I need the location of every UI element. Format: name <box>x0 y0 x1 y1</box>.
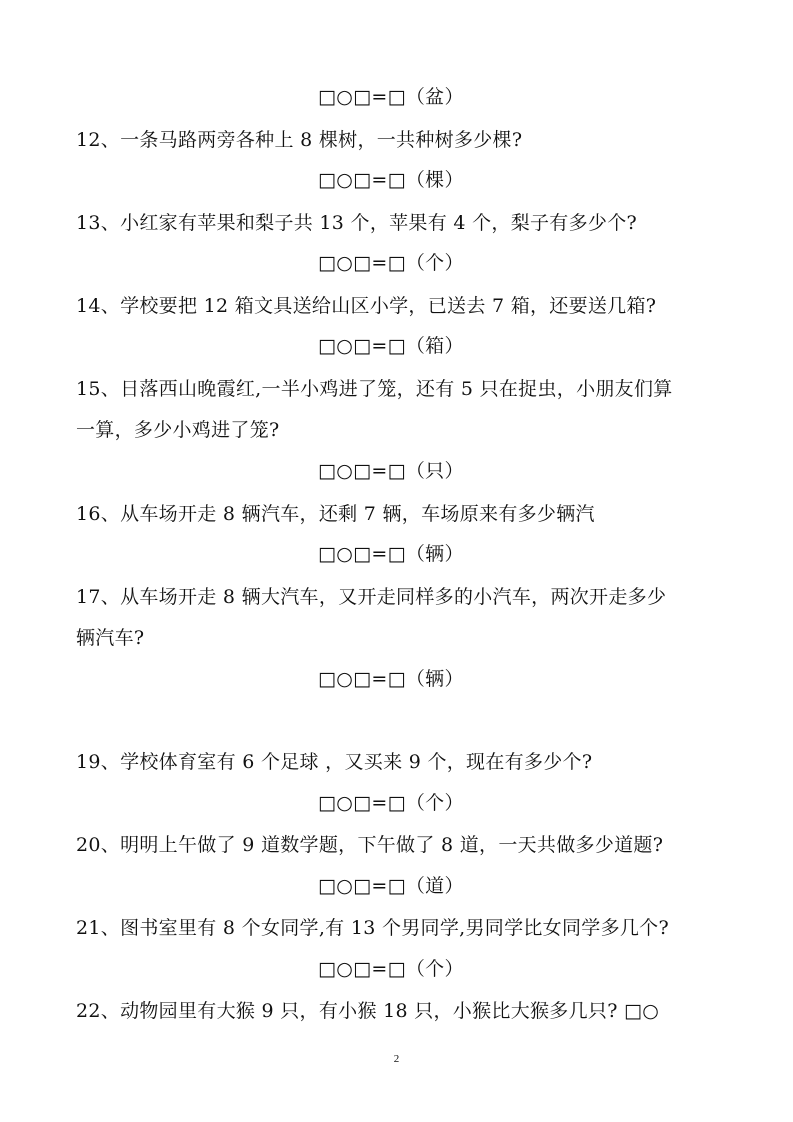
question-13: 13、小红家有苹果和梨子共 13 个，苹果有 4 个，梨子有多少个? <box>76 212 637 234</box>
answer-pattern: □○□=□ <box>318 958 406 980</box>
answer-line <box>318 542 464 566</box>
answer-unit: （盆） <box>405 86 464 108</box>
question-22: 22、动物园里有大猴 9 只，有小猴 18 只，小猴比大猴多几只? □○ <box>76 1000 660 1022</box>
answer-line <box>318 251 464 275</box>
answer-unit: （箱） <box>405 335 464 357</box>
question-12: 12、一条马路两旁各种上 8 棵树，一共种树多少棵? <box>76 129 523 151</box>
answer-unit: （棵） <box>405 169 464 191</box>
answer-line <box>318 874 464 898</box>
question-17-continuation: 辆汽车? <box>76 627 145 649</box>
answer-unit: （辆） <box>405 543 464 565</box>
answer-line <box>318 85 464 109</box>
answer-unit: （只） <box>405 460 464 482</box>
answer-unit: （辆） <box>405 668 464 690</box>
answer-unit: （道） <box>405 875 464 897</box>
question-15: 15、日落西山晚霞红,一半小鸡进了笼，还有 5 只在捉虫，小朋友们算 <box>76 378 673 400</box>
answer-pattern: □○□=□ <box>318 169 406 191</box>
page-number: 2 <box>393 1053 400 1065</box>
question-14: 14、学校要把 12 箱文具送给山区小学，已送去 7 箱，还要送几箱? <box>76 295 657 317</box>
question-17: 17、从车场开走 8 辆大汽车，又开走同样多的小汽车，两次开走多少 <box>76 586 667 608</box>
answer-pattern: □○□=□ <box>318 460 406 482</box>
answer-pattern: □○□=□ <box>318 668 406 690</box>
answer-line <box>318 168 464 192</box>
question-19: 19、学校体育室有 6 个足球 ，又买来 9 个，现在有多少个? <box>76 751 593 773</box>
question-15-continuation: 一算，多少小鸡进了笼? <box>76 419 280 441</box>
question-16: 16、从车场开走 8 辆汽车，还剩 7 辆，车场原来有多少辆汽 <box>76 503 595 525</box>
answer-line <box>318 459 464 483</box>
answer-pattern: □○□=□ <box>318 792 406 814</box>
answer-pattern: □○□=□ <box>318 86 406 108</box>
answer-line <box>318 667 464 691</box>
answer-unit: （个） <box>405 252 464 274</box>
answer-unit: （个） <box>405 958 464 980</box>
answer-pattern: □○□=□ <box>318 875 406 897</box>
answer-pattern: □○□=□ <box>318 335 406 357</box>
answer-unit: （个） <box>405 792 464 814</box>
answer-line <box>318 791 464 815</box>
answer-line <box>318 957 464 981</box>
answer-pattern: □○□=□ <box>318 252 406 274</box>
answer-pattern: □○□=□ <box>318 543 406 565</box>
answer-line <box>318 334 464 358</box>
question-21: 21、图书室里有 8 个女同学,有 13 个男同学,男同学比女同学多几个? <box>76 917 669 939</box>
question-20: 20、明明上午做了 9 道数学题，下午做了 8 道，一天共做多少道题? <box>76 834 664 856</box>
